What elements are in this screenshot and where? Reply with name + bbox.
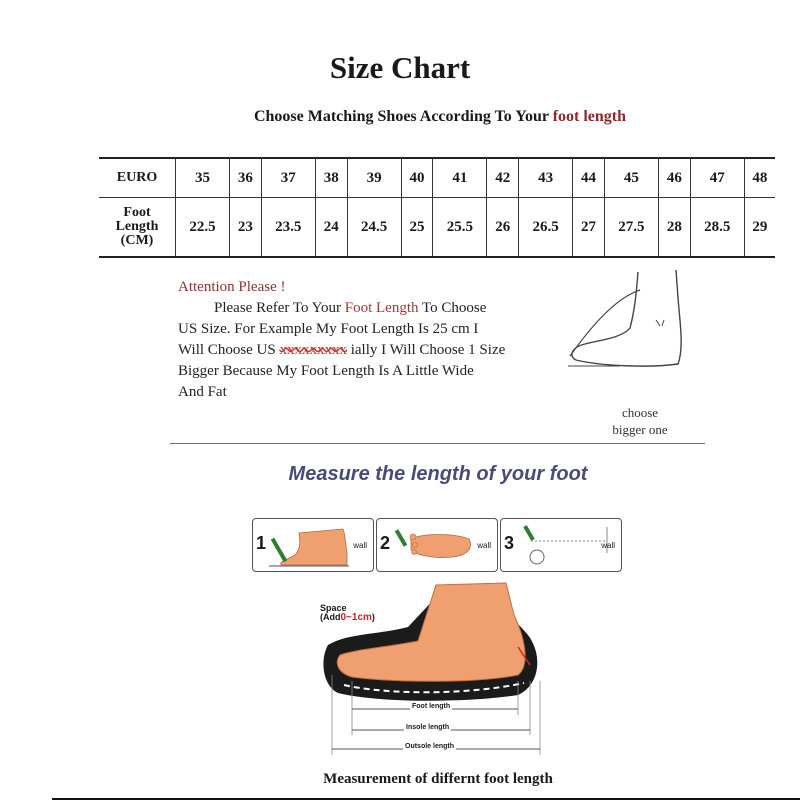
subtitle-prefix: Choose Matching Shoes According To Your	[253, 108, 549, 125]
euro-size-cell: 45	[604, 158, 658, 198]
foot-length-cell: 24.5	[347, 198, 401, 258]
foot-length-cell: 22.5	[176, 198, 230, 258]
foot-length-cell: 24	[315, 198, 347, 258]
text: Will Choose US	[178, 342, 276, 358]
euro-size-cell: 35	[176, 158, 230, 198]
subtitle	[0, 108, 800, 126]
foot-length-row	[99, 198, 775, 258]
euro-size-cell: 40	[401, 158, 433, 198]
foot-length-cell: 27.5	[604, 198, 658, 258]
section-divider	[170, 443, 705, 444]
text-highlight: Foot Length	[344, 300, 419, 316]
euro-size-cell: 42	[487, 158, 519, 198]
foot-length-cell: 27	[573, 198, 605, 258]
step-number: 3	[504, 533, 515, 553]
outsole-length-label: Outsole length	[405, 743, 454, 750]
foot-in-shoe-diagram	[318, 575, 548, 760]
foot-length-label: Foot length	[412, 703, 451, 710]
euro-size-cell: 44	[573, 158, 605, 198]
bottom-caption: Measurement of differnt foot length	[323, 771, 553, 787]
space-add-suffix: )	[371, 612, 375, 622]
foot-length-cell: 26	[487, 198, 519, 258]
wall-label: wall	[601, 541, 615, 550]
text: ially I Will Choose 1 Size	[350, 342, 506, 358]
page-title: Size Chart	[329, 50, 471, 85]
subtitle-highlight: foot length	[552, 108, 627, 125]
euro-header: EURO	[116, 170, 158, 185]
euro-size-cell: 38	[315, 158, 347, 198]
note-line: choose	[621, 405, 659, 420]
euro-size-cell: 41	[433, 158, 487, 198]
measure-line-icon	[517, 523, 613, 567]
measure-title: Measure the length of your foot	[288, 463, 588, 485]
note-line: bigger one	[612, 422, 668, 437]
attention-line	[178, 340, 573, 361]
euro-size-cell: 46	[658, 158, 690, 198]
text: Please Refer To Your	[214, 300, 341, 316]
insole-length-label: Insole length	[406, 724, 450, 731]
text: To Choose	[421, 300, 487, 316]
euro-row	[99, 158, 775, 198]
foot-length-cell: 23	[230, 198, 262, 258]
step-number: 2	[380, 533, 391, 553]
size-table	[99, 157, 775, 258]
foot-side-icon	[269, 525, 349, 567]
euro-size-cell: 48	[744, 158, 775, 198]
space-add-prefix: (Add	[320, 612, 341, 622]
foot-length-cell: 26.5	[519, 198, 573, 258]
euro-size-cell: 47	[690, 158, 744, 198]
attention-line	[178, 298, 573, 319]
space-range: 0~1cm	[340, 612, 372, 623]
foot-length-cell: 28.5	[690, 198, 744, 258]
step-2-panel	[376, 518, 498, 572]
wall-label: wall	[477, 541, 491, 550]
space-title: Space	[320, 603, 347, 613]
attention-line: And Fat	[178, 384, 227, 400]
step-1-panel	[252, 518, 374, 572]
euro-size-cell: 36	[230, 158, 262, 198]
foot-length-cell: 28	[658, 198, 690, 258]
step-number: 1	[256, 533, 267, 553]
foot-length-cell: 29	[744, 198, 775, 258]
attention-title: Attention Please !	[178, 279, 286, 295]
euro-size-cell: 43	[519, 158, 573, 198]
foot-top-icon	[393, 525, 473, 567]
foot-length-cell: 25	[401, 198, 433, 258]
foot-sketch-illustration	[560, 268, 690, 388]
foot-length-header	[99, 198, 176, 258]
space-add-text	[320, 613, 375, 622]
foot-length-cell: 23.5	[261, 198, 315, 258]
header-line: (CM)	[120, 233, 154, 248]
wall-label: wall	[353, 541, 367, 550]
attention-line: US Size. For Example My Foot Length Is 25 cm I	[178, 321, 479, 337]
header-line: Length	[115, 219, 159, 234]
foot-length-cell: 25.5	[433, 198, 487, 258]
step-3-panel	[500, 518, 622, 572]
text-struck: xxxxxxxxx	[279, 342, 347, 358]
euro-size-cell: 37	[261, 158, 315, 198]
space-label	[320, 604, 375, 622]
header-line: Foot	[123, 205, 151, 220]
choose-bigger-note	[600, 404, 680, 438]
attention-note	[178, 277, 573, 403]
euro-size-cell: 39	[347, 158, 401, 198]
attention-line: Bigger Because My Foot Length Is A Little Wide	[178, 363, 474, 379]
